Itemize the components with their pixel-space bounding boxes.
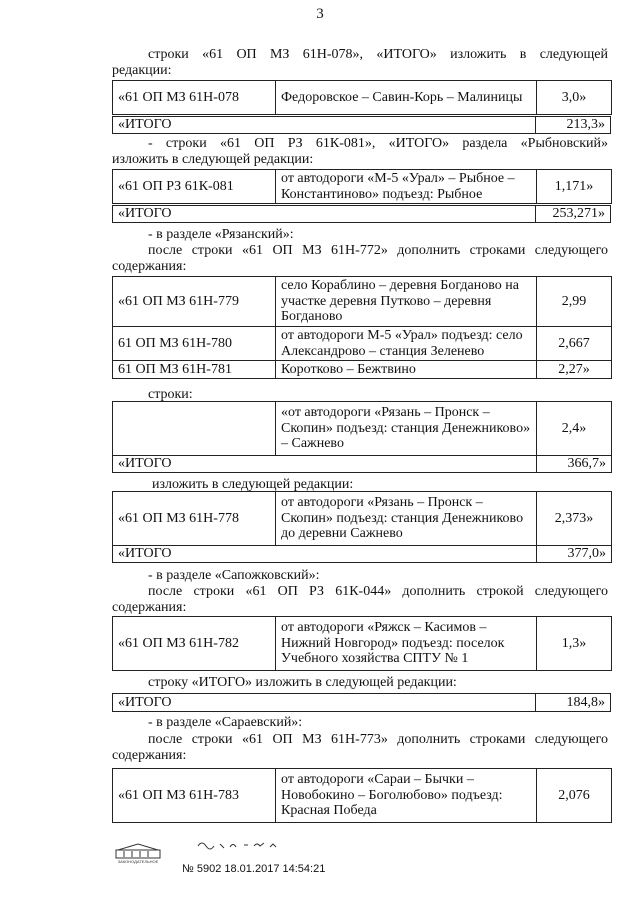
para-line: после строки «61 ОП МЗ 61Н-772» дополнить строками следующего — [148, 243, 608, 258]
table-row — [113, 361, 612, 379]
paragraph-044 — [112, 584, 608, 616]
total-value: 377,0» — [537, 546, 612, 563]
table-078 — [112, 80, 612, 115]
total-label: «ИТОГО — [113, 546, 537, 563]
road-name-cell: от автодороги М-5 «Урал» подъезд: село Александрово – станция Зеленево — [276, 327, 537, 361]
table-081 — [112, 169, 612, 204]
stamp-text: ЗАКОНОДАТЕЛЬНОЕ — [117, 859, 159, 864]
length-cell: 1,171» — [537, 170, 612, 204]
table-new-778 — [112, 491, 612, 563]
document-footer: № 5902 18.01.2017 14:54:21 — [182, 863, 326, 875]
section-ryazansky: - в разделе «Рязанский»: — [148, 227, 294, 242]
road-name-cell: от автодороги «Рязань – Пронск – Скопин» подъезд: станция Денежниково до деревни Сажнево — [276, 492, 537, 546]
parliament-stamp-icon — [112, 842, 164, 869]
para-line: - строки «61 ОП РЗ 61К-081», «ИТОГО» раздела «Рыбновский» — [148, 136, 608, 151]
change-label: изложить в следующей редакции: — [152, 477, 354, 492]
total-value: 184,8» — [536, 694, 611, 712]
para-line: редакции: — [112, 63, 172, 78]
para-line: строки «61 ОП МЗ 61Н-078», «ИТОГО» изложить в следующей — [148, 47, 608, 62]
road-code-cell: 61 ОП МЗ 61Н-781 — [113, 361, 276, 379]
table-782 — [112, 616, 612, 671]
page-number: 3 — [316, 6, 324, 22]
para-line: изложить в следующей редакции: — [112, 152, 314, 167]
paragraph-081 — [112, 136, 608, 168]
road-code-cell: «61 ОП МЗ 61Н-783 — [113, 769, 276, 823]
road-code-cell: «61 ОП МЗ 61Н-782 — [113, 617, 276, 671]
total-label: «ИТОГО — [113, 206, 536, 223]
table-783 — [112, 768, 612, 823]
road-code-cell: «61 ОП РЗ 61К-081 — [113, 170, 276, 204]
section-saraevsky: - в разделе «Сараевский»: — [148, 715, 303, 730]
road-name-cell: село Кораблино – деревня Богданово на участке деревня Путково – деревня Богданово — [276, 277, 537, 327]
length-cell: 2,27» — [537, 361, 612, 379]
para-line: содержания: — [112, 600, 187, 615]
road-name-cell: Федоровское – Савин-Корь – Малиницы — [276, 81, 537, 115]
length-cell: 1,3» — [537, 617, 612, 671]
total-label: «ИТОГО — [113, 456, 537, 473]
para-line: содержания: — [112, 748, 187, 763]
road-code-cell — [113, 402, 276, 456]
road-code-cell: «61 ОП МЗ 61Н-078 — [113, 81, 276, 115]
road-name-cell: Коротково – Бежтвино — [276, 361, 537, 379]
length-cell: 2,373» — [537, 492, 612, 546]
total-value: 213,3» — [536, 117, 611, 134]
total-label: «ИТОГО — [113, 117, 536, 134]
road-name-cell: от автодороги «Сараи – Бычки – Новобокино – Боголюбово» подъезд: Красная Победа — [276, 769, 537, 823]
length-cell: 2,99 — [537, 277, 612, 327]
strings-label: строки: — [148, 387, 193, 402]
total-value: 253,271» — [536, 206, 611, 223]
paragraph-078 — [112, 47, 608, 79]
road-name-cell: от автодороги «Ряжск – Касимов – Нижний Новгород» подъезд: поселок Учебного хозяйства СПТУ № 1 — [276, 617, 537, 671]
table-ryazansky — [112, 276, 612, 379]
total-value: 366,7» — [537, 456, 612, 473]
total-table-sapozhkovsky — [112, 693, 611, 712]
length-cell: 2,076 — [537, 769, 612, 823]
road-name-cell: «от автодороги «Рязань – Пронск – Скопин» подъезд: станция Денежниково» – Сажнево — [276, 402, 537, 456]
paragraph-773 — [112, 732, 608, 764]
table-row — [113, 327, 612, 361]
table-old-778 — [112, 401, 612, 473]
total-label: «ИТОГО — [113, 694, 536, 712]
length-cell: 3,0» — [537, 81, 612, 115]
para-line: после строки «61 ОП РЗ 61К-044» дополнить строкой следующего — [148, 584, 608, 599]
total-table-2 — [112, 205, 611, 223]
table-row — [113, 277, 612, 327]
paragraph-772 — [112, 243, 608, 275]
road-code-cell: 61 ОП МЗ 61Н-780 — [113, 327, 276, 361]
total-table-1 — [112, 116, 611, 134]
total-change-label: строку «ИТОГО» изложить в следующей редакции: — [148, 675, 457, 690]
road-code-cell: «61 ОП МЗ 61Н-779 — [113, 277, 276, 327]
para-line: содержания: — [112, 259, 187, 274]
section-sapozhkovsky: - в разделе «Сапожковский»: — [148, 568, 320, 583]
road-code-cell: «61 ОП МЗ 61Н-778 — [113, 492, 276, 546]
signature-icon — [196, 838, 286, 857]
length-cell: 2,667 — [537, 327, 612, 361]
para-line: после строки «61 ОП МЗ 61Н-773» дополнить строками следующего — [148, 732, 608, 747]
length-cell: 2,4» — [537, 402, 612, 456]
road-name-cell: от автодороги «М-5 «Урал» – Рыбное – Константиново» подъезд: Рыбное — [276, 170, 537, 204]
